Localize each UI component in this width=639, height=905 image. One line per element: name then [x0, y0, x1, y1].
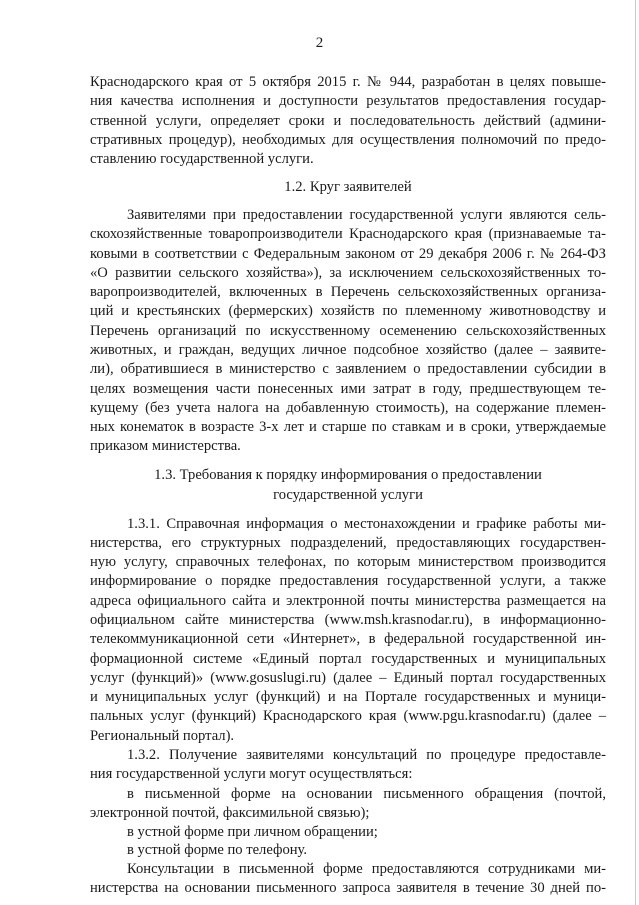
- section-heading: государственной услуги: [273, 486, 423, 503]
- body-line: ций и крестьянских (фермерских) хозяйств по племенному животноводству и: [90, 303, 606, 320]
- body-line: пальных услуг (функций) Краснодарского края (www.pgu.krasnodar.ru) (далее –: [90, 708, 606, 725]
- body-line: телекоммуникационной сети «Интернет», в федеральной государственной ин-: [90, 631, 606, 648]
- body-line: формационной системе «Единый портал государственных и муниципальных: [90, 650, 606, 667]
- body-line: Краснодарского края от 5 октября 2015 г. № 944, разработан в целях повыше-: [90, 74, 606, 90]
- section-heading: 1.3. Требования к порядку информирования о предоставлении: [154, 467, 542, 484]
- body-line: кущему (без учета налога на добавленную стоимость), на содержание племен-: [90, 399, 606, 416]
- body-line: ных конематок в возрасте 3-х лет и старше по ставкам и в сроки, утверждаемые: [90, 419, 606, 436]
- body-line: информирование о порядке предоставления государственной услуги, а также: [90, 573, 606, 590]
- body-line: официальном сайте министерства (www.msh.krasnodar.ru), в информационно-: [90, 611, 606, 628]
- body-line: ственной услуги, определяет сроки и последовательность действий (админи-: [90, 112, 606, 129]
- body-line: 1.3.1. Справочная информация о местонахождении и графике работы ми-: [127, 515, 606, 532]
- page-number: 2: [315, 35, 324, 51]
- body-line: 1.3.2. Получение заявителями консультаций по процедуре предоставле-: [127, 746, 606, 763]
- body-line: Консультации в письменной форме предоставляются сотрудниками ми-: [127, 860, 606, 877]
- body-line: и муниципальных услуг (функций) и на Портале государственных и муници-: [90, 689, 606, 706]
- body-line: нистерства, его структурных подразделений, предоставляющих государствен-: [90, 534, 606, 551]
- body-line: варопроизводителей, включенных в Перечень сельскохозяйственных организа-: [90, 284, 606, 301]
- section-heading: 1.2. Круг заявителей: [284, 179, 412, 196]
- body-line: нистерства на основании письменного запроса заявителя в течение 30 дней по-: [90, 880, 606, 896]
- body-line: электронной почтой, факсимильной связью);: [90, 804, 370, 821]
- body-line: ную услугу, справочных телефонах, по которым министерством производится: [90, 554, 606, 571]
- body-line: приказом министерства.: [90, 438, 241, 455]
- body-line: Заявителями при предоставлении государственной услуги являются сель-: [127, 207, 606, 224]
- body-line: адреса официального сайта и электронной почты министерства размещается на: [90, 592, 606, 609]
- body-line: в письменной форме на основании письменного обращения (почтой,: [127, 785, 606, 802]
- body-line: ковыми в соответствии с Федеральным законом от 29 декабря 2006 г. № 264-ФЗ: [90, 245, 606, 262]
- body-line: в устной форме при личном обращении;: [127, 824, 378, 841]
- body-line: скохозяйственные товаропроизводители Краснодарского края (признаваемые та-: [90, 226, 606, 243]
- body-line: ния государственной услуги могут осуществляться:: [90, 766, 413, 783]
- body-line: услуг (функций)» (www.gosuslugi.ru) (далее – Единый портал государственных: [90, 669, 606, 686]
- body-line: целях возмещения части понесенных ими затрат в году, предшествующем те-: [90, 380, 606, 397]
- scan-edge: [635, 0, 636, 905]
- body-line: животных, и граждан, ведущих личное подсобное хозяйство (далее – заявите-: [90, 342, 606, 359]
- body-line: ли), обратившиеся в министерство с заявлением о предоставлении субсидии в: [90, 361, 606, 378]
- body-line: в устной форме по телефону.: [127, 842, 308, 859]
- body-line: Перечень организаций по искусственному осеменению сельскохозяйственных: [90, 322, 606, 339]
- body-line: ставлению государственной услуги.: [90, 151, 314, 168]
- body-line: стративных процедур), необходимых для осуществления полномочий по предо-: [90, 131, 606, 148]
- body-line: Региональный портал).: [90, 727, 235, 744]
- body-line: ния качества исполнения и доступности результатов предоставления государ-: [90, 93, 606, 110]
- body-line: «О развитии сельского хозяйства»), за исключением сельскохозяйственных то-: [90, 264, 606, 281]
